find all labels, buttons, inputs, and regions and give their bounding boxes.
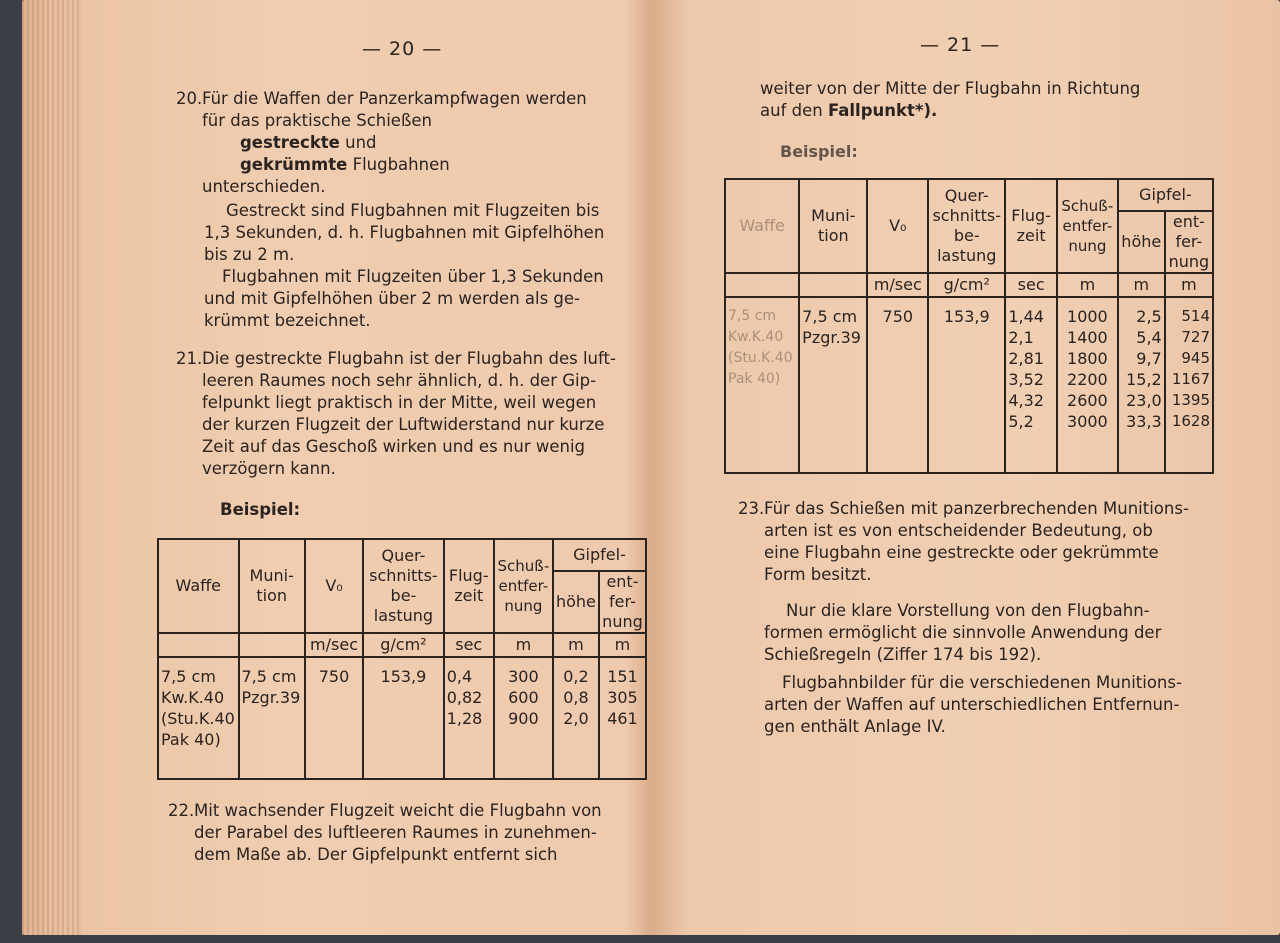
- cell-entfernung: 514 727 945 1167 1395 1628: [1165, 297, 1213, 473]
- text-line: felpunkt liegt praktisch in der Mitte, weil wegen: [202, 393, 597, 412]
- unit-querschnitt: g/cm²: [363, 633, 444, 657]
- cell-entfernung: 151 305 461: [599, 657, 646, 779]
- unit-munition: [239, 633, 305, 657]
- paragraph-22: [168, 800, 652, 866]
- unit-schuss: m: [494, 633, 553, 657]
- header-v0: V₀: [867, 179, 928, 273]
- unit-hoehe: m: [553, 633, 599, 657]
- left-page: [150, 0, 665, 935]
- text-line: arten der Waffen auf unterschiedlichen Entfernun-: [764, 695, 1180, 714]
- paragraph-23: [738, 498, 1216, 586]
- text-line: für das praktische Schießen: [202, 111, 432, 130]
- unit-v0: m/sec: [305, 633, 363, 657]
- header-waffe: Waffe: [158, 539, 239, 633]
- unit-hoehe: m: [1118, 273, 1165, 297]
- text-line: krümmt bezeichnet.: [204, 311, 371, 330]
- unit-entfernung: m: [1165, 273, 1213, 297]
- text-line: formen ermöglicht die sinnvolle Anwendung der: [764, 623, 1162, 642]
- unit-flugzeit: sec: [444, 633, 494, 657]
- cell-schuss: 1000 1400 1800 2200 2600 3000: [1057, 297, 1118, 473]
- cell-querschnitt: 153,9: [363, 657, 444, 779]
- paragraph-20: [176, 88, 662, 198]
- continued-text: [760, 78, 1215, 122]
- header-querschnitt: Quer- schnitts- be- lastung: [928, 179, 1005, 273]
- text-line: gen enthält Anlage IV.: [764, 717, 946, 736]
- header-gipfel: Gipfel-: [1118, 179, 1213, 211]
- text-fragment: auf den: [760, 101, 828, 120]
- text-line: bis zu 2 m.: [204, 245, 295, 264]
- header-schussentfernung: Schuß- entfer- nung: [494, 539, 553, 633]
- text-line: weiter von der Mitte der Flugbahn in Richtung: [760, 79, 1141, 98]
- header-entfernung: ent- fer- nung: [1165, 211, 1213, 273]
- paragraph-number: 20.: [176, 89, 203, 108]
- cell-munition: 7,5 cm Pzgr.39: [239, 657, 305, 779]
- ballistics-table-right: [724, 178, 1214, 474]
- unit-flugzeit: sec: [1005, 273, 1057, 297]
- text-fragment: und: [339, 133, 377, 152]
- text-line: eine Flugbahn eine gestreckte oder gekrümmte: [764, 543, 1159, 562]
- header-munition: Muni- tion: [239, 539, 305, 633]
- unit-schuss: m: [1057, 273, 1118, 297]
- header-hoehe: höhe: [1118, 211, 1165, 273]
- paragraph-number: 21.: [176, 349, 203, 368]
- unit-waffe: [725, 273, 799, 297]
- paragraph-23c: [764, 672, 1216, 738]
- text-line: Für die Waffen der Panzerkampfwagen werden: [202, 89, 587, 108]
- text-line: der Parabel des luftleeren Raumes in zunehmen-: [194, 823, 597, 842]
- cell-hoehe: 2,5 5,4 9,7 15,2 23,0 33,3: [1118, 297, 1165, 473]
- cell-v0: 750: [867, 297, 928, 473]
- cell-schuss: 300 600 900: [494, 657, 553, 779]
- text-line: Schießregeln (Ziffer 174 bis 192).: [764, 645, 1042, 664]
- text-fragment: Flugbahnen: [347, 155, 450, 174]
- text-line: Zeit auf das Geschoß wirken und es nur wenig: [202, 437, 586, 456]
- paragraph-20b: [204, 200, 656, 266]
- unit-munition: [799, 273, 867, 297]
- paragraph-number: 23.: [738, 499, 765, 518]
- text-line: Die gestreckte Flugbahn ist der Flugbahn des luft-: [202, 349, 616, 368]
- cell-flugzeit: 0,4 0,82 1,28: [444, 657, 494, 779]
- text-line: Flugbahnbilder für die verschiedenen Munitions-: [782, 673, 1182, 692]
- text-line: Flugbahnen mit Flugzeiten über 1,3 Sekunden: [222, 267, 604, 286]
- cell-v0: 750: [305, 657, 363, 779]
- paragraph-20c: [204, 266, 656, 332]
- right-page: [722, 0, 1222, 935]
- text-line: und mit Gipfelhöhen über 2 m werden als ge-: [204, 289, 581, 308]
- cell-waffe: 7,5 cm Kw.K.40 (Stu.K.40 Pak 40): [158, 657, 239, 779]
- header-flugzeit: Flug- zeit: [444, 539, 494, 633]
- header-gipfel: Gipfel-: [553, 539, 646, 571]
- example-label: Beispiel:: [780, 142, 858, 161]
- text-line: unterschieden.: [202, 177, 326, 196]
- unit-entfernung: m: [599, 633, 646, 657]
- unit-querschnitt: g/cm²: [928, 273, 1005, 297]
- page-edges: [22, 0, 82, 935]
- term-gestreckte: gestreckte: [240, 133, 340, 152]
- text-line: arten ist es von entscheidender Bedeutung, ob: [764, 521, 1153, 540]
- text-line: Für das Schießen mit panzerbrechenden Munitions-: [764, 499, 1189, 518]
- page-number: — 20 —: [362, 38, 443, 60]
- text-line: verzögern kann.: [202, 459, 336, 478]
- term-fallpunkt: Fallpunkt*).: [827, 101, 938, 120]
- text-line: dem Maße ab. Der Gipfelpunkt entfernt sich: [194, 845, 558, 864]
- paragraph-23b: [764, 600, 1216, 666]
- header-waffe: Waffe: [725, 179, 799, 273]
- example-label: Beispiel:: [220, 500, 301, 519]
- text-line: 1,3 Sekunden, d. h. Flugbahnen mit Gipfelhöhen: [204, 223, 605, 242]
- page-number: — 21 —: [920, 34, 1001, 56]
- header-flugzeit: Flug- zeit: [1005, 179, 1057, 273]
- header-hoehe: höhe: [553, 571, 599, 633]
- term-gekruemmte: gekrümmte: [240, 155, 348, 174]
- header-querschnitt: Quer- schnitts- be- lastung: [363, 539, 444, 633]
- paragraph-number: 22.: [168, 801, 195, 820]
- text-line: Mit wachsender Flugzeit weicht die Flugbahn von: [194, 801, 602, 820]
- cell-querschnitt: 153,9: [928, 297, 1005, 473]
- paragraph-21: [176, 348, 657, 480]
- unit-waffe: [158, 633, 239, 657]
- unit-v0: m/sec: [867, 273, 928, 297]
- cell-flugzeit: 1,44 2,1 2,81 3,52 4,32 5,2: [1005, 297, 1057, 473]
- text-line: Form besitzt.: [764, 565, 872, 584]
- text-line: leeren Raumes noch sehr ähnlich, d. h. der Gip-: [202, 371, 597, 390]
- header-entfernung: ent- fer- nung: [599, 571, 646, 633]
- cell-waffe: 7,5 cm Kw.K.40 (Stu.K.40 Pak 40): [725, 297, 799, 473]
- text-line: Gestreckt sind Flugbahnen mit Flugzeiten bis: [226, 201, 600, 220]
- ballistics-table-left: [157, 538, 647, 780]
- header-munition: Muni- tion: [799, 179, 867, 273]
- text-line: Nur die klare Vorstellung von den Flugbahn-: [786, 601, 1150, 620]
- cell-munition: 7,5 cm Pzgr.39: [799, 297, 867, 473]
- header-schussentfernung: Schuß- entfer- nung: [1057, 179, 1118, 273]
- header-v0: V₀: [305, 539, 363, 633]
- text-line: der kurzen Flugzeit der Luftwiderstand nur kurze: [202, 415, 605, 434]
- cell-hoehe: 0,2 0,8 2,0: [553, 657, 599, 779]
